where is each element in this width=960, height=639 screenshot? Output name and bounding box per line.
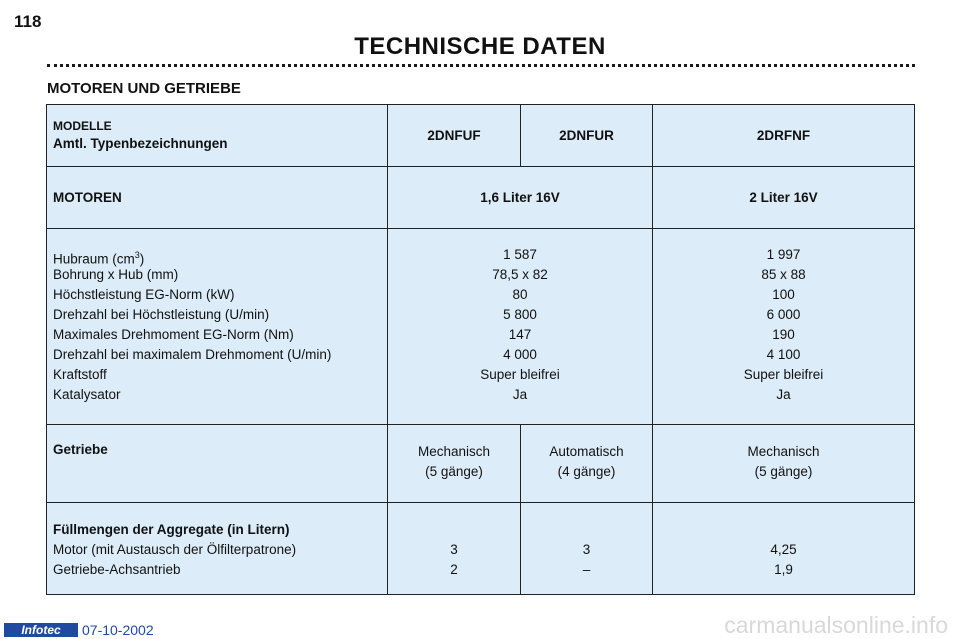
spec-values-1-6 (388, 229, 653, 425)
capacity-2dnfuf: 3 2 (388, 503, 521, 595)
spec-value: 5 800 (503, 307, 537, 322)
model-2drfnf: 2DRFNF (653, 105, 915, 167)
spec-value: Ja (776, 387, 791, 402)
watermark: carmanualsonline.info (724, 612, 948, 638)
typen-label: Amtl. Typenbezeichnungen (53, 135, 228, 151)
spec-value: 85 x 88 (761, 267, 806, 282)
spec-values-2-0 (653, 229, 915, 425)
models-label-cell (47, 105, 388, 167)
table-row-models (47, 105, 915, 167)
capacity-label: Getriebe-Achsantrieb (53, 562, 181, 577)
table-row-engines (47, 167, 915, 229)
spec-value: 1 997 (766, 247, 801, 262)
spec-label: Bohrung x Hub (mm) (53, 267, 179, 282)
spec-label: Drehzahl bei Höchstleistung (U/min) (53, 307, 270, 322)
spec-value: Ja (512, 387, 528, 402)
spec-value: 80 (512, 287, 528, 302)
spec-value: 147 (508, 327, 532, 342)
spec-label: Maximales Drehmoment EG-Norm (Nm) (53, 327, 294, 342)
gearbox-2dnfur: Automatisch (4 gänge) (521, 425, 653, 503)
capacity-2drfnf: 4,25 1,9 (653, 503, 915, 595)
spec-value: 4 100 (766, 347, 801, 362)
spec-value: 4 000 (503, 347, 537, 362)
spec-value: 1 587 (503, 247, 537, 262)
spec-value: 190 (772, 327, 795, 342)
infotec-logo: Infotec (4, 623, 78, 637)
capacity-label: Motor (mit Austausch der Ölfilterpatrone) (53, 542, 297, 557)
page-title: TECHNISCHE DATEN (354, 33, 606, 60)
capacities-title: Füllmengen der Aggregate (in Litern) (53, 522, 290, 537)
engines-label: MOTOREN (47, 167, 388, 229)
modelle-label: MODELLE (53, 118, 112, 133)
spec-value: 78,5 x 82 (492, 267, 548, 282)
table-row-capacities (47, 503, 915, 595)
spec-value: 6 000 (766, 307, 801, 322)
engine-1-6: 1,6 Liter 16V (388, 167, 653, 229)
spec-label: Drehzahl bei maximalem Drehmoment (U/min) (53, 347, 332, 362)
gearbox-2drfnf: Mechanisch (5 gänge) (653, 425, 915, 503)
spec-table (46, 104, 915, 595)
dotted-divider (47, 64, 915, 67)
spec-value: 100 (772, 287, 795, 302)
table-row-specs (47, 229, 915, 425)
engine-2-0: 2 Liter 16V (653, 167, 915, 229)
footer-date: 07-10-2002 (82, 622, 154, 638)
capacity-2dnfur: 3 – (521, 503, 653, 595)
section-title: MOTOREN UND GETRIEBE (47, 80, 241, 97)
table-row-gearbox (47, 425, 915, 503)
spec-value: Super bleifrei (480, 367, 560, 382)
spec-value: Super bleifrei (743, 367, 824, 382)
spec-label-hubraum: Hubraum $(cm^3)$ (53, 250, 145, 267)
spec-labels-cell (47, 229, 388, 425)
gearbox-2dnfuf: Mechanisch (5 gänge) (388, 425, 521, 503)
spec-label: Höchstleistung EG-Norm (kW) (53, 287, 235, 302)
spec-label: Katalysator (53, 387, 121, 402)
capacities-labels (47, 503, 388, 595)
model-2dnfuf: 2DNFUF (388, 105, 521, 167)
spec-label: Kraftstoff (53, 367, 107, 382)
model-2dnfur: 2DNFUR (521, 105, 653, 167)
page-number: 118 (14, 12, 42, 31)
gearbox-label: Getriebe (47, 425, 388, 503)
